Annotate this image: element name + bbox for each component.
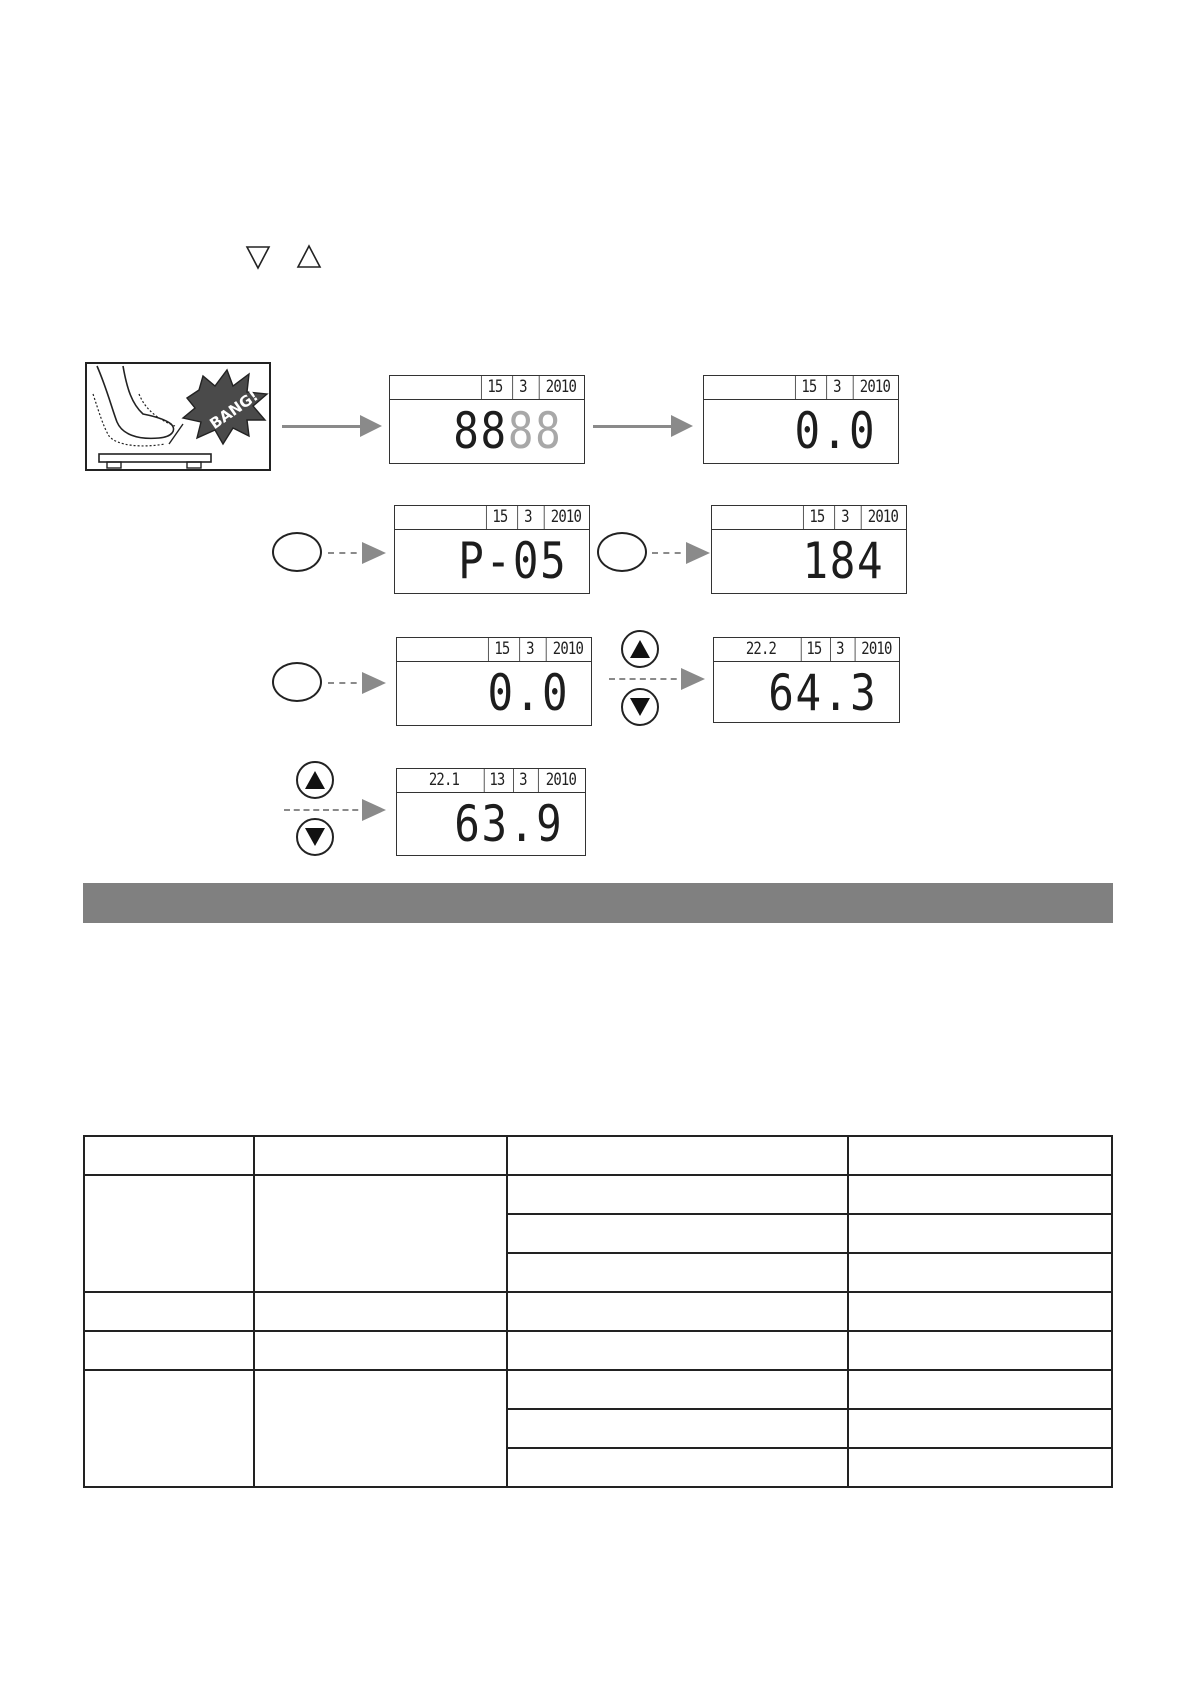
table-cell (84, 1136, 254, 1175)
lcd-display (711, 505, 907, 594)
lcd-display (713, 637, 900, 723)
table-cell (84, 1292, 254, 1331)
section-header-band (83, 883, 1113, 923)
up-button[interactable] (621, 630, 659, 668)
table-cell (848, 1409, 1112, 1448)
up-arrow-icon (304, 769, 326, 791)
lcd-year: 2010 (546, 638, 589, 661)
lcd-month: 3 (830, 638, 849, 661)
lcd-year: 2010 (539, 376, 582, 399)
lcd-extra-value: 22.2 (745, 639, 777, 659)
table-header-row (84, 1136, 1112, 1175)
lcd-month: 3 (826, 376, 847, 399)
table-row (84, 1175, 1112, 1214)
bang-text: BANG! (206, 386, 262, 433)
lcd-month: 3 (512, 376, 533, 399)
table-cell (848, 1175, 1112, 1214)
set-button[interactable] (597, 532, 647, 572)
lcd-day: 15 (795, 376, 822, 399)
table-cell (848, 1214, 1112, 1253)
set-button[interactable] (272, 532, 322, 572)
lcd-day: 15 (801, 638, 826, 661)
table-cell (84, 1331, 254, 1370)
lcd-main-value: 184 (802, 532, 884, 590)
set-button[interactable] (272, 662, 322, 702)
table-cell (507, 1409, 848, 1448)
lcd-display (703, 375, 899, 464)
lcd-display (394, 505, 590, 594)
table-cell (507, 1448, 848, 1487)
lcd-month: 3 (834, 506, 855, 529)
table-cell (507, 1331, 848, 1370)
lcd-display (396, 768, 586, 856)
lcd-day: 15 (488, 638, 515, 661)
lcd-main-value: 63.9 (453, 795, 563, 853)
down-triangle-icon (245, 244, 271, 270)
lcd-year: 2010 (538, 769, 583, 792)
lcd-display (396, 637, 592, 726)
lcd-main-value: 0.0 (794, 402, 876, 460)
flow-arrow (282, 425, 368, 428)
table-cell (848, 1331, 1112, 1370)
flow-arrow-dashed (609, 678, 687, 680)
lcd-extra-value: 22.1 (428, 770, 460, 790)
table-cell (254, 1175, 508, 1292)
up-arrow-icon (629, 638, 651, 660)
lcd-month: 3 (517, 506, 538, 529)
table-row (84, 1292, 1112, 1331)
up-triangle-icon (296, 244, 322, 270)
table-cell (507, 1292, 848, 1331)
spec-table (83, 1135, 1113, 1488)
lcd-month: 3 (513, 769, 532, 792)
table-cell (848, 1448, 1112, 1487)
lcd-year: 2010 (544, 506, 587, 529)
up-button[interactable] (296, 761, 334, 799)
table-cell (254, 1292, 508, 1331)
table-cell (848, 1136, 1112, 1175)
flow-arrow-dashed (328, 552, 368, 554)
table-cell (507, 1136, 848, 1175)
table-cell (848, 1253, 1112, 1292)
table-cell (507, 1370, 848, 1409)
table-cell (507, 1214, 848, 1253)
table-cell (848, 1292, 1112, 1331)
lcd-day: 13 (484, 769, 509, 792)
down-button[interactable] (621, 688, 659, 726)
lcd-main-value: 0.0 (487, 664, 569, 722)
lcd-year: 2010 (861, 506, 904, 529)
down-arrow-icon (304, 826, 326, 848)
lcd-display (389, 375, 585, 464)
table-cell (848, 1370, 1112, 1409)
lcd-main-value: 8888 (452, 402, 562, 460)
table-row (84, 1331, 1112, 1370)
flow-arrow-dashed (652, 552, 692, 554)
lcd-main-value: 64.3 (767, 664, 877, 722)
flow-arrow-dashed (328, 682, 368, 684)
flow-arrow-dashed (284, 809, 368, 811)
table-cell (84, 1175, 254, 1292)
table-cell (254, 1136, 508, 1175)
flow-arrow (593, 425, 679, 428)
lcd-main-value: P-05 (457, 532, 567, 590)
table-cell (254, 1370, 508, 1487)
lcd-day: 15 (486, 506, 513, 529)
table-cell (254, 1331, 508, 1370)
table-cell (507, 1175, 848, 1214)
down-arrow-icon (629, 696, 651, 718)
table-row (84, 1370, 1112, 1409)
table-cell (507, 1253, 848, 1292)
lcd-day: 15 (803, 506, 830, 529)
lcd-month: 3 (519, 638, 540, 661)
table-cell (84, 1370, 254, 1487)
foot-tap-scale-illustration (85, 362, 271, 471)
down-button[interactable] (296, 818, 334, 856)
lcd-year: 2010 (855, 638, 898, 661)
lcd-year: 2010 (853, 376, 896, 399)
lcd-day: 15 (481, 376, 508, 399)
